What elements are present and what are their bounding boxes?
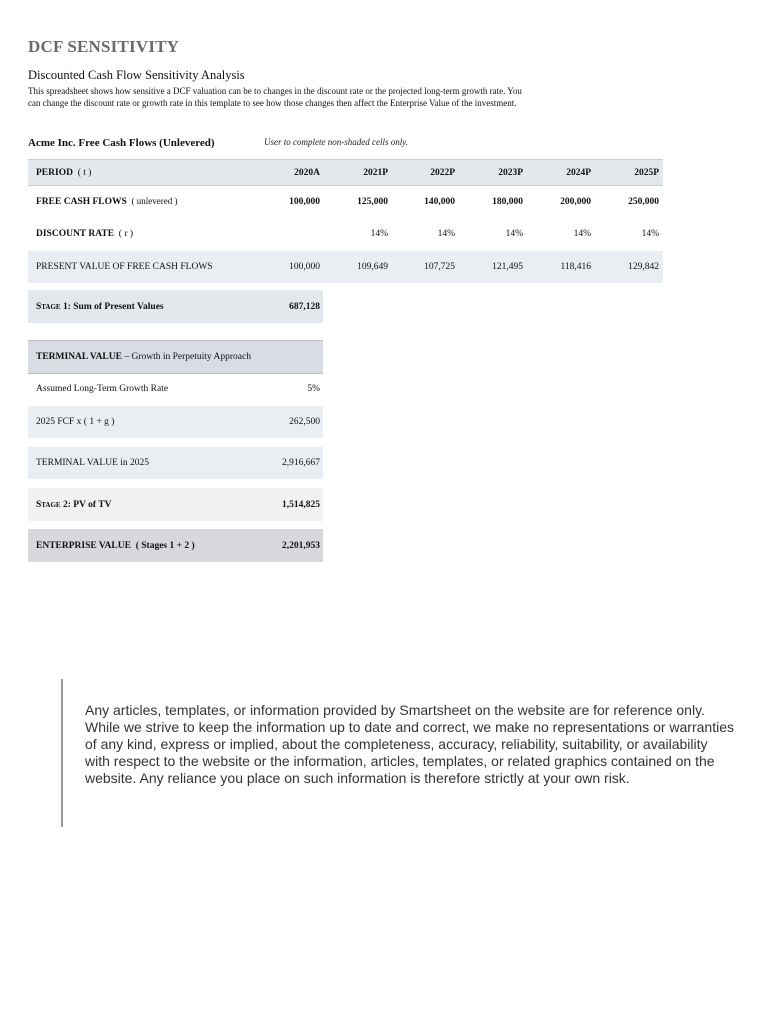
fcf-cell[interactable]: 125,000	[357, 196, 388, 207]
cash-flow-table	[28, 159, 663, 283]
present-value-cell: 121,495	[492, 262, 523, 272]
stage2-value: 1,514,825	[282, 499, 320, 510]
fcf-cell[interactable]: 140,000	[424, 196, 455, 207]
terminal-value-header-label: TERMINAL VALUE – Growth in Perpetuity Approach	[36, 352, 251, 362]
period-cell: 2022P	[430, 167, 455, 178]
fcf-row	[28, 186, 663, 217]
discount-rate-cell[interactable]: 14%	[641, 229, 659, 239]
fcf-cell[interactable]: 180,000	[492, 196, 523, 207]
discount-rate-cell[interactable]: 14%	[370, 229, 388, 239]
fcf-cell[interactable]: 250,000	[628, 196, 659, 207]
period-row	[28, 159, 663, 186]
disclaimer-text: Any articles, templates, or information provided by Smartsheet on the website are for reference only. While we strive to keep the information up to date and correct, we make no representations or warranties of any kind, express or implied, about the completeness, accuracy, reliability, suitability, or availability with respect to the website or the information, articles, templates, or related graphics contained on the website. Any reliance you place on such information is therefore strictly at your own risk.	[85, 702, 734, 786]
stage1-label: Stage 1: Sum of Present Values	[36, 301, 164, 312]
terminal-value-2025-value: 2,916,667	[282, 458, 320, 468]
terminal-value-header	[28, 340, 323, 374]
growth-rate-label: Assumed Long-Term Growth Rate	[36, 384, 169, 394]
fcf-label: FREE CASH FLOWS ( unlevered )	[36, 196, 178, 207]
present-value-label: PRESENT VALUE OF FREE CASH FLOWS	[36, 262, 213, 272]
stage2-label: Stage 2: PV of TV	[36, 499, 112, 510]
table-title: Acme Inc. Free Cash Flows (Unlevered)	[28, 137, 215, 149]
discount-rate-label: DISCOUNT RATE ( r )	[36, 229, 134, 239]
discount-rate-cell[interactable]: 14%	[505, 229, 523, 239]
fcf-2025-label: 2025 FCF x ( 1 + g )	[36, 417, 115, 427]
present-value-cell: 129,842	[628, 262, 659, 272]
period-cell: 2025P	[634, 167, 659, 178]
period-label: PERIOD ( t )	[36, 167, 92, 178]
growth-rate-row	[28, 373, 323, 405]
present-value-row	[28, 251, 663, 283]
fcf-cell[interactable]: 200,000	[560, 196, 591, 207]
stage1-row	[28, 290, 323, 323]
fcf-2025-value: 262,500	[289, 417, 320, 427]
period-cell: 2023P	[498, 167, 523, 178]
page-description: This spreadsheet shows how sensitive a DCF valuation can be to changes in the discount rate or the projected long-term growth rate. You can change the discount rate or growth rate in this template to see how those changes then affect the Enterprise Value of the investment.	[28, 86, 522, 108]
period-cell: 2024P	[566, 167, 591, 178]
enterprise-value: 2,201,953	[282, 540, 320, 551]
discount-rate-cell[interactable]: 14%	[573, 229, 591, 239]
growth-rate-value[interactable]: 5%	[307, 384, 320, 394]
fcf-2025-row	[28, 406, 323, 438]
period-cell: 2020A	[294, 167, 320, 178]
stage1-value: 687,128	[289, 301, 320, 312]
present-value-cell: 100,000	[289, 262, 320, 272]
disclaimer-divider	[61, 679, 63, 827]
enterprise-value-row	[28, 529, 323, 562]
terminal-value-2025-row	[28, 447, 323, 479]
page-title: DCF SENSITIVITY	[28, 37, 180, 56]
page-subtitle: Discounted Cash Flow Sensitivity Analysis	[28, 68, 245, 82]
stage2-row	[28, 488, 323, 521]
fcf-cell[interactable]: 100,000	[289, 196, 320, 207]
table-note: User to complete non-shaded cells only.	[264, 137, 408, 147]
enterprise-value-label: ENTERPRISE VALUE ( Stages 1 + 2 )	[36, 540, 195, 551]
period-cell: 2021P	[363, 167, 388, 178]
present-value-cell: 107,725	[424, 262, 455, 272]
discount-rate-row	[28, 217, 663, 251]
terminal-value-2025-label: TERMINAL VALUE in 2025	[36, 458, 150, 468]
discount-rate-cell[interactable]: 14%	[437, 229, 455, 239]
present-value-cell: 118,416	[560, 262, 591, 272]
present-value-cell: 109,649	[357, 262, 388, 272]
